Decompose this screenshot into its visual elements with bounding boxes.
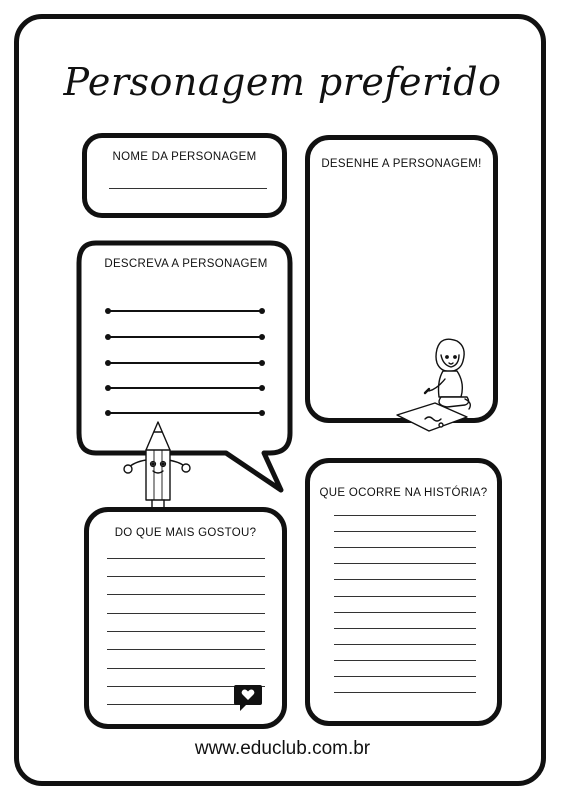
liked-line-1[interactable] (107, 558, 265, 559)
story-line-11[interactable] (334, 676, 476, 677)
story-line-4[interactable] (334, 563, 476, 564)
describe-line-2[interactable] (108, 336, 262, 338)
liked-label: DO QUE MAIS GOSTOU? (114, 527, 257, 539)
story-label: QUE OCORRE NA HISTÓRIA? (319, 487, 488, 499)
page-title: Personagem preferido (63, 60, 502, 104)
liked-line-6[interactable] (107, 649, 265, 650)
liked-line-7[interactable] (107, 668, 265, 669)
heart-badge-icon (232, 683, 264, 713)
story-line-2[interactable] (334, 531, 476, 532)
pencil-character-icon (120, 420, 196, 512)
liked-line-4[interactable] (107, 613, 265, 614)
story-line-6[interactable] (334, 596, 476, 597)
footer-url: www.educlub.com.br (194, 738, 371, 759)
describe-label: DESCREVA A PERSONAGEM (104, 258, 268, 270)
story-line-5[interactable] (334, 579, 476, 580)
story-box (305, 458, 502, 726)
name-box (82, 133, 287, 218)
liked-line-3[interactable] (107, 594, 265, 595)
describe-line-1[interactable] (108, 310, 262, 312)
story-line-12[interactable] (334, 692, 476, 693)
name-write-line[interactable] (109, 188, 267, 189)
describe-line-3[interactable] (108, 362, 262, 364)
draw-label: DESENHE A PERSONAGEM! (321, 158, 482, 170)
describe-line-5[interactable] (108, 412, 262, 414)
girl-drawing-illustration-icon (395, 333, 475, 433)
liked-line-2[interactable] (107, 576, 265, 577)
liked-line-9[interactable] (107, 704, 237, 705)
story-line-10[interactable] (334, 660, 476, 661)
liked-line-5[interactable] (107, 631, 265, 632)
name-label: NOME DA PERSONAGEM (112, 151, 257, 163)
story-line-8[interactable] (334, 628, 476, 629)
describe-line-4[interactable] (108, 387, 262, 389)
story-line-7[interactable] (334, 612, 476, 613)
story-line-9[interactable] (334, 644, 476, 645)
story-line-3[interactable] (334, 547, 476, 548)
story-line-1[interactable] (334, 515, 476, 516)
